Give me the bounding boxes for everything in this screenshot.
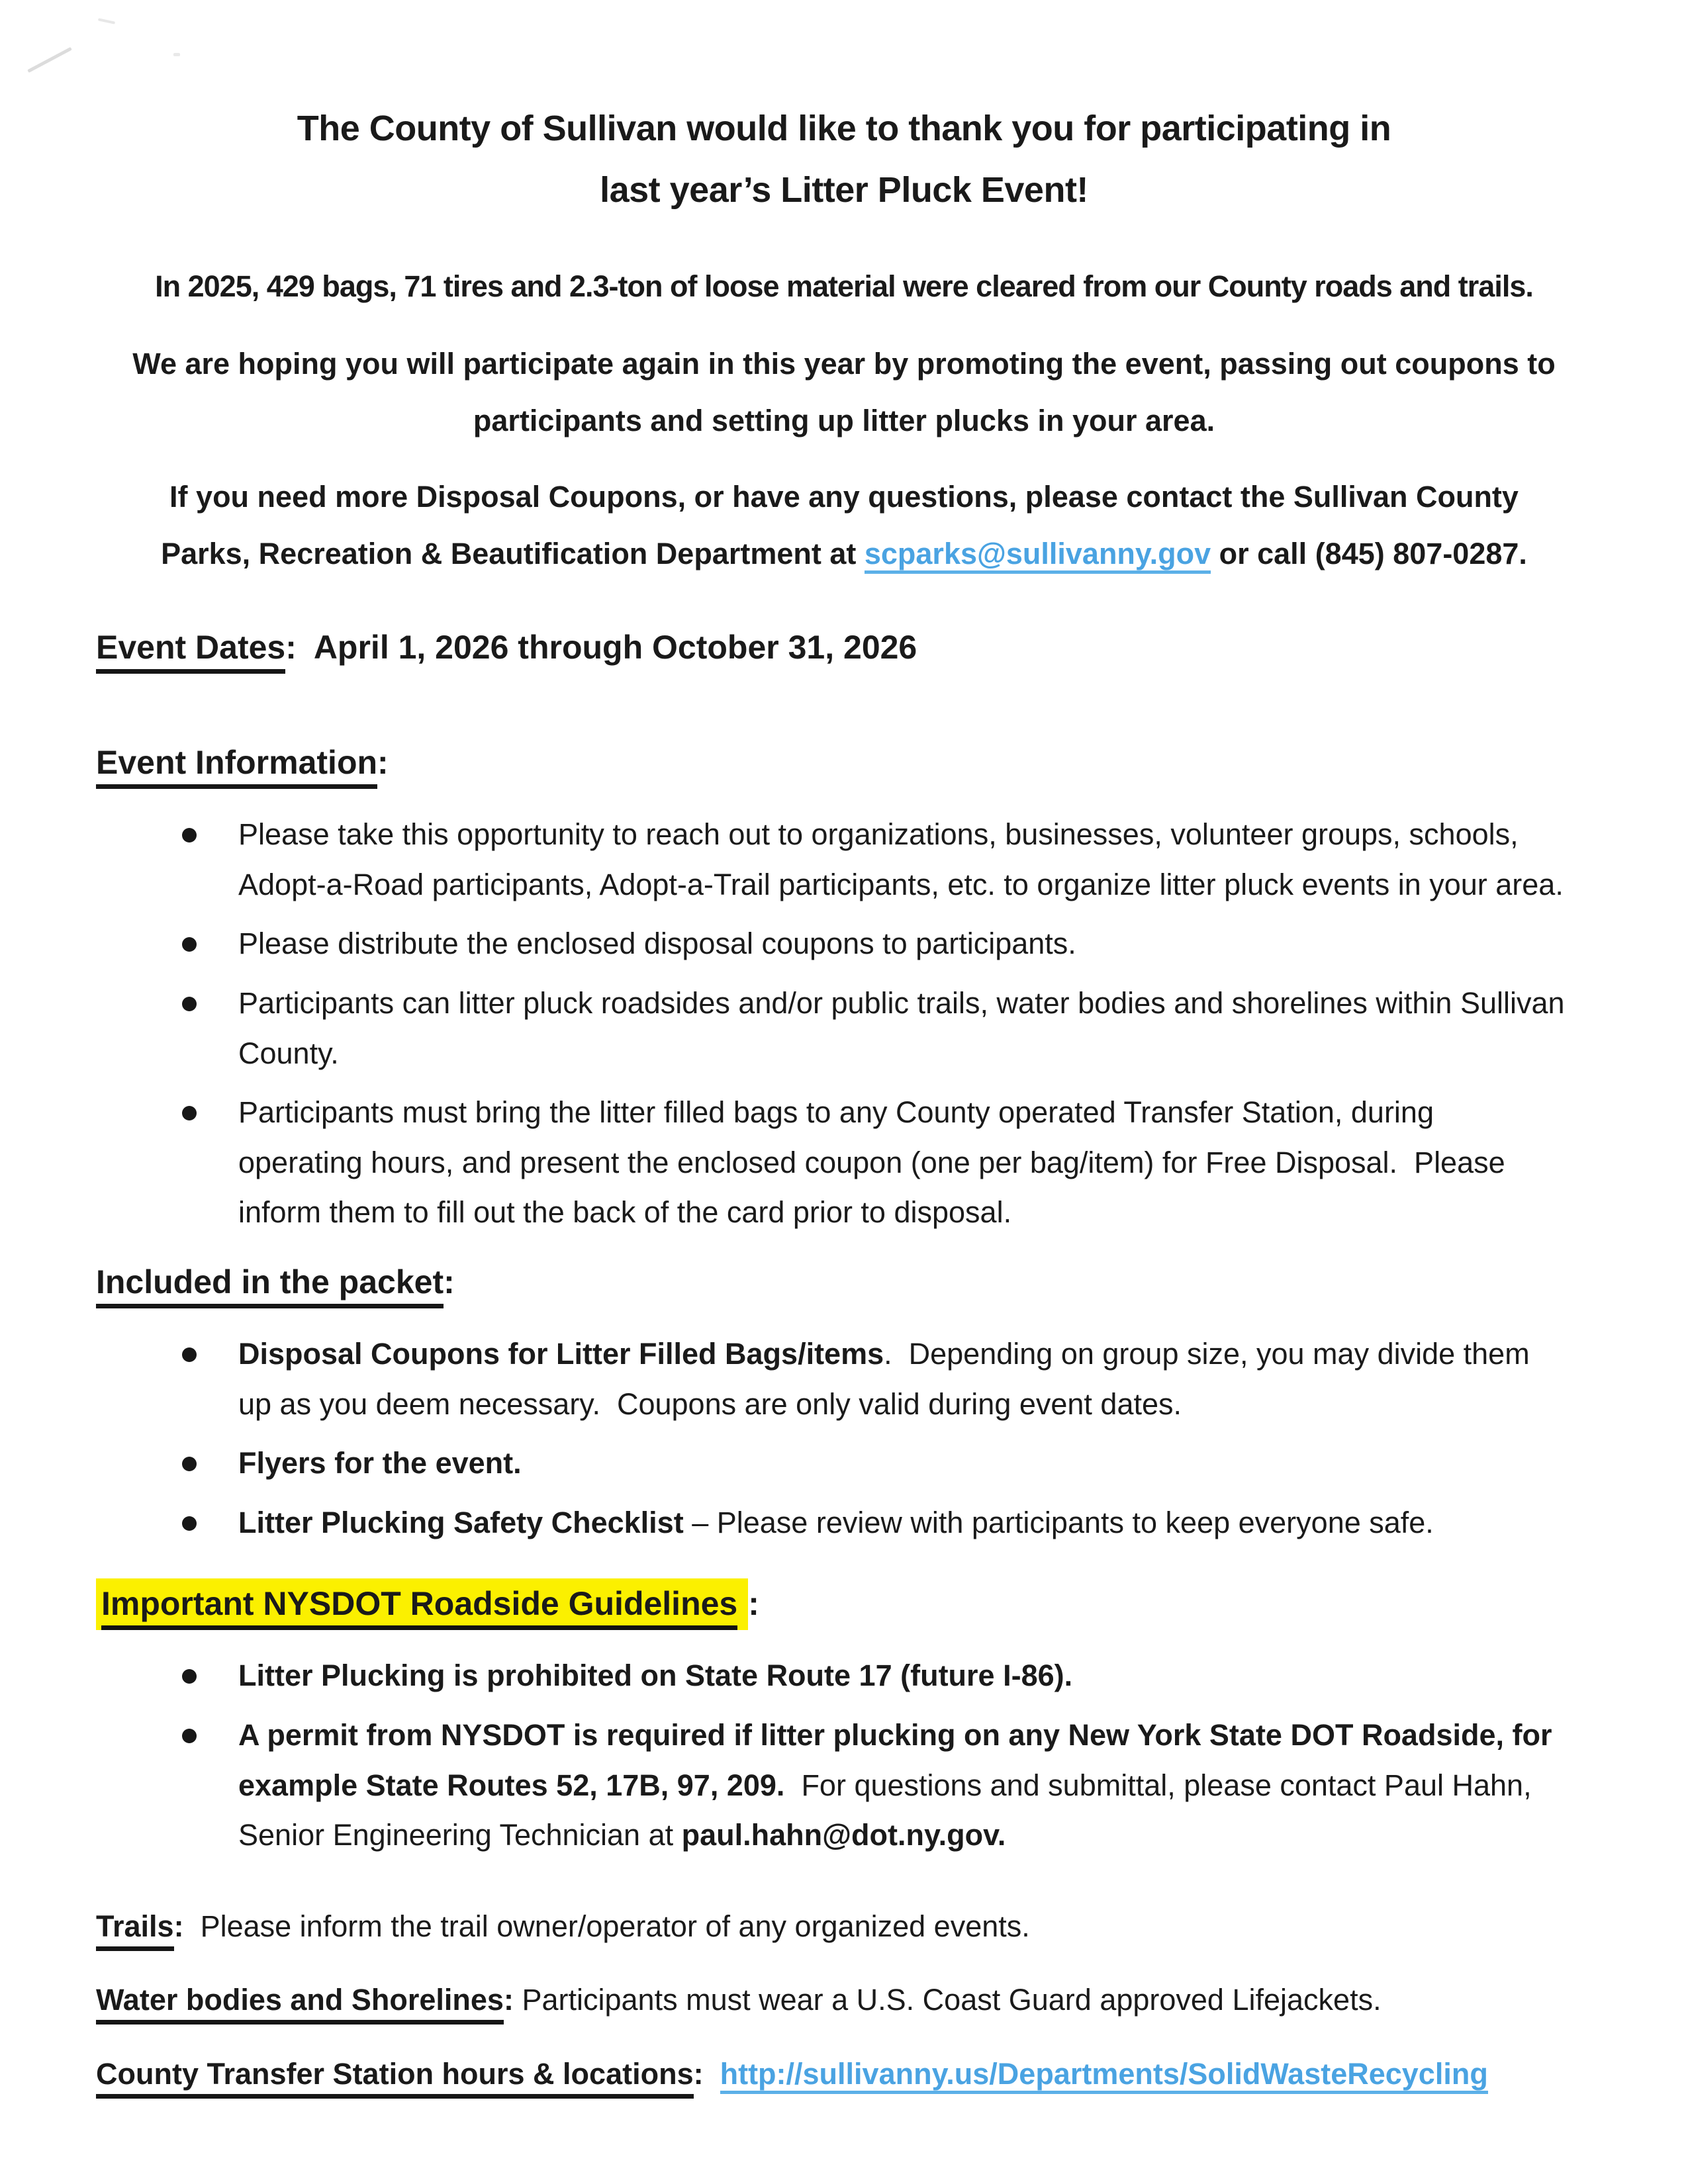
packet-list — [96, 1329, 1592, 1547]
list-item: Litter Plucking is prohibited on State Route 17 (future I-86). — [96, 1651, 1592, 1701]
event-dates-line: Event Dates: April 1, 2026 through October 31, 2026 — [96, 617, 1592, 677]
title-line-2: last year’s Litter Pluck Event! — [600, 169, 1088, 210]
scan-artifact — [27, 47, 72, 73]
intro-paragraph-results: In 2025, 429 bags, 71 tires and 2.3-ton of loose material were cleared from our County roads and trails. — [155, 269, 1533, 303]
list-item: Disposal Coupons for Litter Filled Bags/items. Depending on group size, you may divide them up as you deem necessary. Coupons are only valid during event dates. — [96, 1329, 1592, 1429]
packet-heading: Included in the packet: — [96, 1252, 1592, 1312]
list-item: Litter Plucking Safety Checklist – Please review with participants to keep everyone safe. — [96, 1498, 1592, 1548]
list-item: Flyers for the event. — [96, 1438, 1592, 1488]
event-information-heading: Event Information: — [96, 733, 1592, 792]
scan-artifact — [98, 18, 115, 24]
transfer-station-line: County Transfer Station hours & locations: http://sullivanny.us/Departments/SolidWasteRecycling — [96, 2049, 1592, 2099]
event-information-list — [96, 809, 1592, 1238]
list-item: Please distribute the enclosed disposal coupons to participants. — [96, 919, 1592, 969]
nysdot-guidelines-heading: Important NYSDOT Roadside Guidelines : — [96, 1574, 1592, 1633]
nysdot-list — [96, 1651, 1592, 1860]
water-bodies-line: Water bodies and Shorelines: Participants must wear a U.S. Coast Guard approved Lifejackets. — [96, 1975, 1592, 2025]
event-dates-value: April 1, 2026 through October 31, 2026 — [313, 629, 917, 666]
scan-artifact — [173, 53, 180, 56]
event-dates-label: Event Dates — [96, 629, 285, 674]
intro-paragraph-contact: If you need more Disposal Coupons, or have any questions, please contact the Sullivan County Parks, Recreation & Beautification Department at scparks@sullivanny.gov or call (845) 807-0287. — [126, 469, 1562, 582]
page-title — [96, 98, 1592, 221]
list-item: Participants must bring the litter filled bags to any County operated Transfer Station, during operating hours, and present the enclosed coupon (one per bag/item) for Free Disposal. Please inform them to fill out the back of the card prior to disposal. — [96, 1087, 1592, 1238]
list-item: A permit from NYSDOT is required if litter plucking on any New York State DOT Roadside, for example State Routes 52, 17B, 97, 209. For questions and submittal, please contact Paul Hahn, Senior Engineering Technician at paul.hahn@dot.ny.gov. — [96, 1710, 1592, 1860]
solid-waste-recycling-link[interactable]: http://sullivanny.us/Departments/SolidWasteRecycling — [720, 2057, 1488, 2094]
title-line-1: The County of Sullivan would like to thank you for participating in — [297, 109, 1391, 148]
trails-line: Trails: Please inform the trail owner/operator of any organized events. — [96, 1901, 1592, 1952]
intro-paragraph-participate: We are hoping you will participate again in this year by promoting the event, passing out coupons to participants and setting up litter plucks in your area. — [132, 347, 1564, 437]
list-item: Please take this opportunity to reach out to organizations, businesses, volunteer groups, schools, Adopt-a-Road participants, Adopt-a-Trail participants, etc. to organize litter pluck events in your area. — [96, 809, 1592, 909]
parks-email-link[interactable]: scparks@sullivanny.gov — [865, 537, 1211, 574]
list-item: Participants can litter pluck roadsides and/or public trails, water bodies and shorelines within Sullivan County. — [96, 978, 1592, 1078]
yellow-highlight: Important NYSDOT Roadside Guidelines — [96, 1578, 748, 1630]
dot-email: paul.hahn@dot.ny.gov — [681, 1818, 998, 1852]
